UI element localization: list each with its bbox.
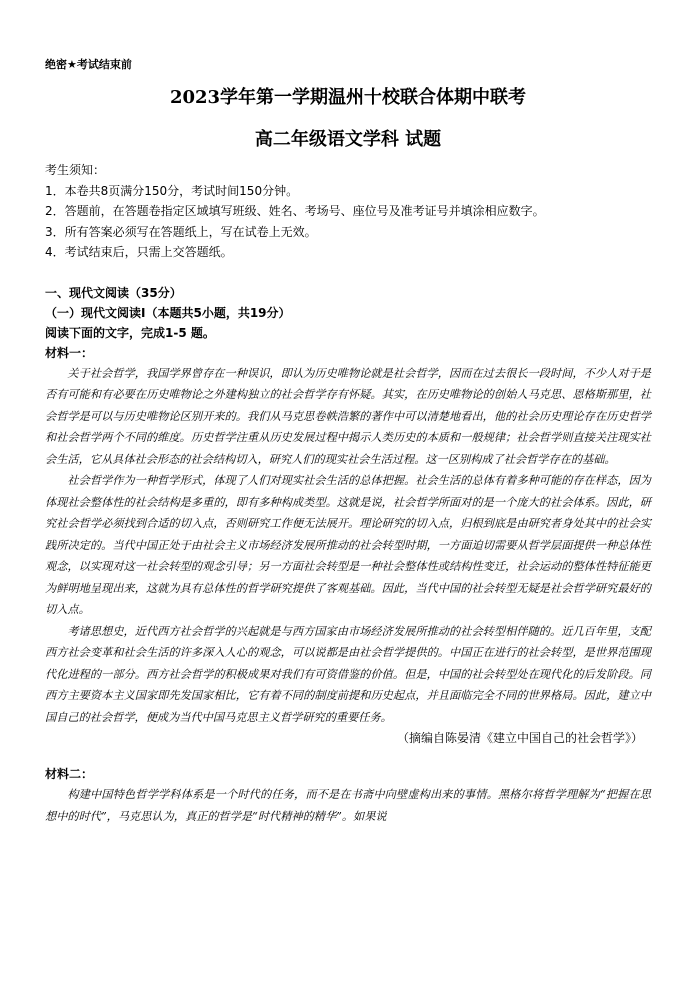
material-one-paragraph: 社会哲学作为一种哲学形式，体现了人们对现实社会生活的总体把握。社会生活的总体有着多种可能的存在样态，因为体现社会整体性的社会结构是多重的，即有多种构成类型。这就是说，社会哲学所面对的是一个庞大的社会体系。因此，研究社会哲学必须找到合适的切入点，否则研究工作便无法展开。理论研究的切入点，归根到底是由研究者身处其中的社会实践所决定的。当代中国正处于由社会主义市场经济发展所推动的社会转型时期，一方面迫切需要从哲学层面提供一种总体性观念，以实现对这一社会转型的观念引导；另一方面社会转型是一种社会整体性或结构性变迁，社会运动的整体性特征能更为鲜明地呈现出来，这就为具有总体性的哲学研究提供了客观基础。因此，当代中国的社会转型无疑是社会哲学研究最好的切入点。 [45,474,651,616]
material-one-label: 材料一： [45,345,94,360]
material-one-source: （摘编自陈晏清《建立中国自己的社会哲学》） [396,731,643,745]
subsection-heading: （一）现代文阅读Ⅰ（本题共5小题，共19分） [45,305,291,320]
exam-title: 2023学年第一学期温州十校联合体期中联考 [169,87,527,108]
section-heading: 一、现代文阅读（35分） [45,285,182,300]
confidential-mark: 绝密★考试结束前 [45,58,132,71]
exam-subtitle: 高二年级语文学科 试题 [254,129,442,150]
material-one-paragraph: 关于社会哲学，我国学界曾存在一种误识，即认为历史唯物论就是社会哲学，因而在过去很长一段时间，不少人对于是否有可能和有必要在历史唯物论之外建构独立的社会哲学存有怀疑。其实，在历史唯物论的创始人马克思、恩格斯那里，社会哲学是可以与历史唯物论区别开来的。我们从马克思卷帙浩繁的著作中可以清楚地看出，他的社会历史理论存在历史哲学和社会哲学两个不同的维度。历史哲学注重从历史发展过程中揭示人类历史的本质和一般规律；社会哲学则直接关注现实社会生活，它从具体社会形态的社会结构切入，研究人们的现实社会生活过程。这一区别构成了社会哲学存在的基础。 [45,366,651,466]
notice-item: 1．本卷共8页满分150分，考试时间150分钟。 [45,183,299,198]
notice-item: 4．考试结束后，只需上交答题纸。 [45,245,233,259]
reading-instruction: 阅读下面的文字，完成1-5 题。 [45,325,215,340]
notice-heading: 考生须知： [45,163,106,177]
candidate-notice [45,160,651,263]
notice-item: 3．所有答案必须写在答题纸上，写在试卷上无效。 [45,224,317,239]
notice-item: 2．答题前，在答题卷指定区域填写班级、姓名、考场号、座位号及准考证号并填涂相应数字。 [45,204,545,218]
material-one-paragraph: 考诸思想史，近代西方社会哲学的兴起就是与西方国家由市场经济发展所推动的社会转型相伴随的。近几百年里，支配西方社会变革和社会生活的许多深入人心的观念，可以说都是由社会哲学提供的。中国正在进行的社会转型，是世界范围现代化进程的一部分。西方社会哲学的积极成果对我们有可资借鉴的价值。但是，中国的社会转型处在现代化的后发阶段。同西方主要资本主义国家即先发国家相比，它有着不同的制度前提和历史起点，并且面临完全不同的世界格局。因此，建立中国自己的社会哲学，便成为当代中国马克思主义哲学研究的重要任务。 [45,624,651,724]
material-two-label: 材料二： [45,767,94,781]
material-two-paragraph: 构建中国特色哲学学科体系是一个时代的任务，而不是在书斋中向壁虚构出来的事情。黑格尔将哲学理解为“把握在思想中的时代”，马克思认为，真正的哲学是“时代精神的精华”。如果说 [45,788,651,823]
